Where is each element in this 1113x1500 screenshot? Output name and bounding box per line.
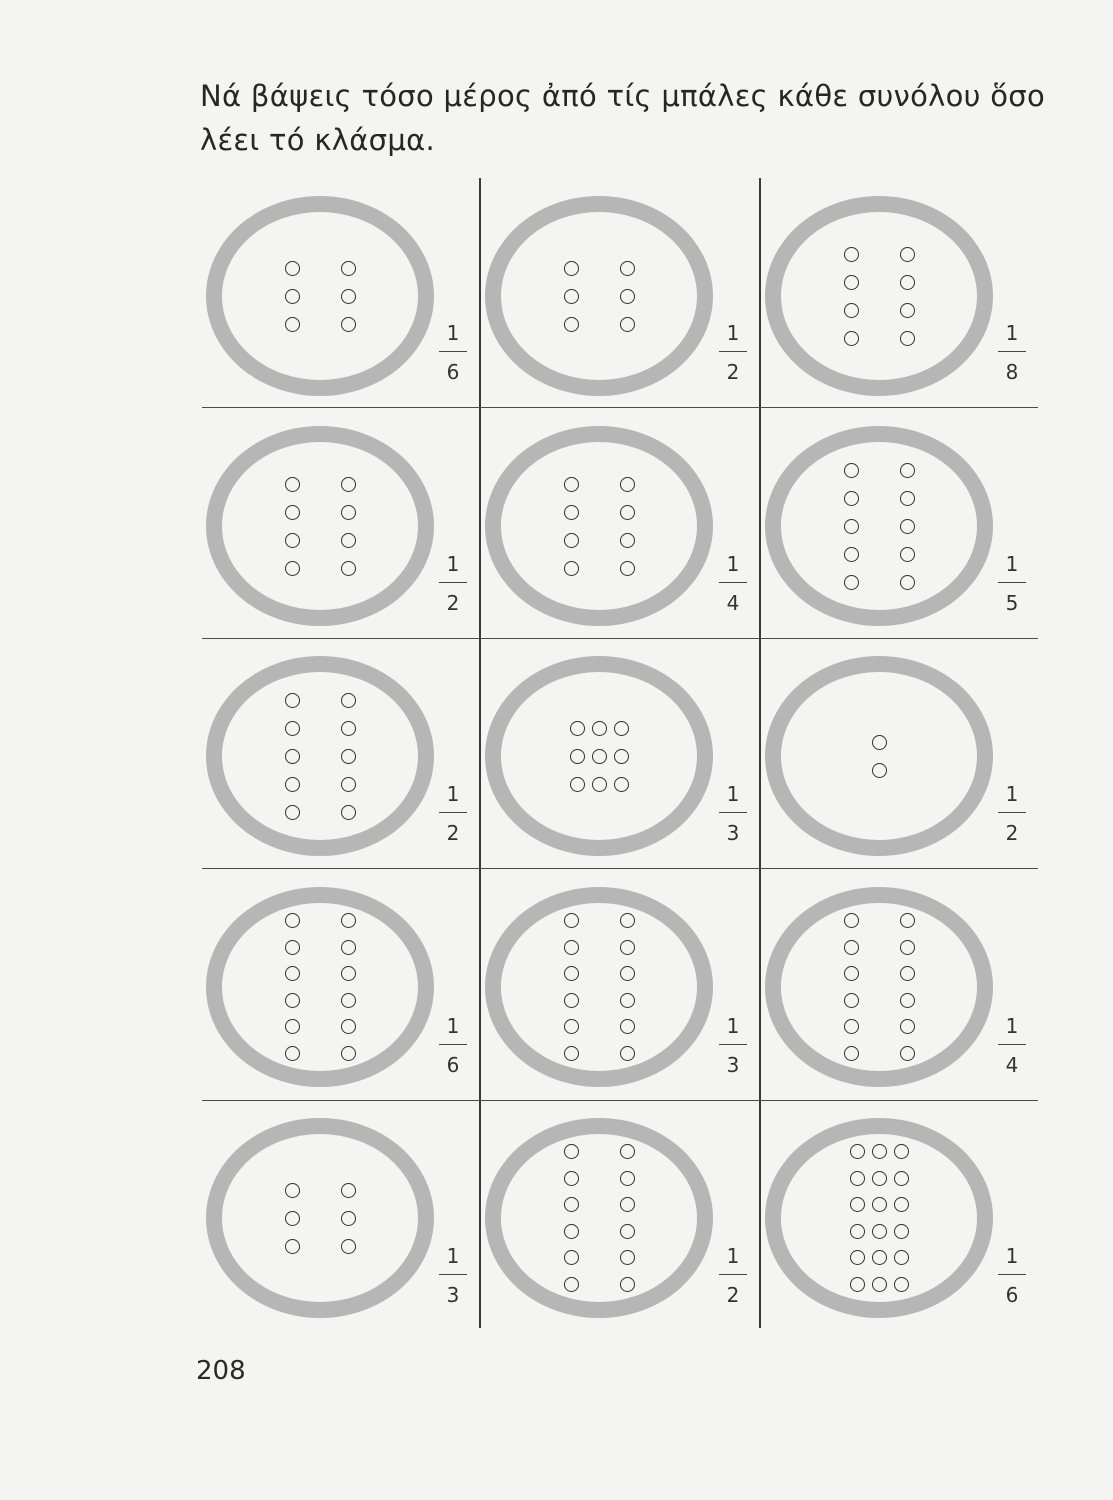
ball[interactable] [620,1277,635,1292]
ball[interactable] [564,913,579,928]
ball[interactable] [564,505,579,520]
fraction-bar [719,812,747,813]
ball[interactable] [900,463,915,478]
set-ring [206,196,434,396]
grid-divider-horizontal [202,1100,1038,1101]
ball[interactable] [285,721,300,736]
ball[interactable] [592,777,607,792]
ball[interactable] [844,275,859,290]
fraction-exercise-cell [481,409,759,638]
set-ring [765,656,993,856]
fraction-label [992,552,1032,615]
ball[interactable] [341,805,356,820]
fraction-denominator: 8 [1005,360,1019,384]
fraction-bar [719,1274,747,1275]
ball[interactable] [564,1019,579,1034]
fraction-numerator: 1 [1005,1014,1019,1038]
fraction-numerator: 1 [1005,782,1019,806]
fraction-exercise-cell [761,1102,1038,1330]
ball[interactable] [564,317,579,332]
ball[interactable] [570,777,585,792]
ball[interactable] [620,1144,635,1159]
ball[interactable] [285,1046,300,1061]
ball[interactable] [872,763,887,778]
ball[interactable] [894,1197,909,1212]
fraction-denominator: 2 [446,591,460,615]
fraction-numerator: 1 [726,782,740,806]
ball[interactable] [850,1250,865,1265]
ball[interactable] [285,777,300,792]
set-ring [485,426,713,626]
fraction-denominator: 2 [446,821,460,845]
ball[interactable] [341,913,356,928]
fraction-exercise-cell [761,409,1038,638]
fraction-bar [439,351,467,352]
ball[interactable] [894,1144,909,1159]
ball[interactable] [620,1019,635,1034]
fraction-bar [439,1044,467,1045]
ball[interactable] [900,491,915,506]
ball[interactable] [850,1224,865,1239]
fraction-bar [998,582,1026,583]
ball[interactable] [285,940,300,955]
fraction-exercise-cell [202,1102,479,1330]
fraction-denominator: 3 [726,821,740,845]
ball[interactable] [620,1171,635,1186]
ball[interactable] [341,993,356,1008]
ball[interactable] [614,749,629,764]
ball[interactable] [844,303,859,318]
ball[interactable] [285,317,300,332]
ball[interactable] [614,777,629,792]
fraction-denominator: 6 [1005,1283,1019,1307]
fraction-numerator: 1 [726,1244,740,1268]
instruction-text: Νά βάψεις τόσο μέρος ἀπό τίς μπάλες κάθε συνόλου ὅσο λέει τό κλάσμα. [200,79,1046,157]
fraction-bar [719,351,747,352]
ball[interactable] [844,940,859,955]
fraction-denominator: 6 [446,360,460,384]
fraction-bar [439,582,467,583]
ball[interactable] [592,749,607,764]
ball[interactable] [844,1019,859,1034]
ball[interactable] [620,913,635,928]
fraction-numerator: 1 [1005,552,1019,576]
fraction-numerator: 1 [726,1014,740,1038]
ball[interactable] [285,261,300,276]
ball[interactable] [872,1171,887,1186]
ball[interactable] [285,913,300,928]
fraction-label [713,1244,753,1307]
fraction-label [992,321,1032,384]
ball[interactable] [341,261,356,276]
ball[interactable] [620,261,635,276]
ball[interactable] [341,777,356,792]
fraction-exercise-cell [481,1102,759,1330]
ball[interactable] [285,805,300,820]
fraction-label [433,1244,473,1307]
fraction-bar [998,812,1026,813]
ball[interactable] [592,721,607,736]
grid-divider-horizontal [202,868,1038,869]
ball[interactable] [844,463,859,478]
ball[interactable] [900,1019,915,1034]
ball[interactable] [620,1197,635,1212]
ball[interactable] [341,1211,356,1226]
ball[interactable] [844,519,859,534]
fraction-numerator: 1 [446,321,460,345]
ball[interactable] [341,721,356,736]
ball[interactable] [564,533,579,548]
fraction-numerator: 1 [726,552,740,576]
fraction-numerator: 1 [726,321,740,345]
fraction-exercise-cell [202,409,479,638]
ball[interactable] [341,317,356,332]
ball[interactable] [564,993,579,1008]
ball[interactable] [570,749,585,764]
ball[interactable] [844,1046,859,1061]
set-ring [485,1118,713,1318]
fraction-exercise-cell [202,640,479,868]
set-ring [206,887,434,1087]
ball[interactable] [844,491,859,506]
ball[interactable] [285,993,300,1008]
fraction-label [713,1014,753,1077]
fraction-numerator: 1 [446,1014,460,1038]
ball[interactable] [900,247,915,262]
ball[interactable] [872,1277,887,1292]
ball[interactable] [844,247,859,262]
ball[interactable] [564,261,579,276]
ball[interactable] [285,533,300,548]
fraction-numerator: 1 [1005,321,1019,345]
ball[interactable] [341,505,356,520]
fraction-exercise-cell [481,180,759,407]
ball[interactable] [872,1197,887,1212]
ball[interactable] [872,1144,887,1159]
ball[interactable] [285,561,300,576]
ball[interactable] [620,317,635,332]
fraction-label [433,321,473,384]
ball[interactable] [564,1250,579,1265]
ball[interactable] [620,993,635,1008]
ball[interactable] [564,1144,579,1159]
fraction-exercise-cell [761,640,1038,868]
ball[interactable] [285,966,300,981]
ball[interactable] [844,331,859,346]
ball[interactable] [900,547,915,562]
ball[interactable] [620,477,635,492]
set-ring [206,1118,434,1318]
fraction-bar [719,1044,747,1045]
ball[interactable] [620,940,635,955]
fraction-numerator: 1 [446,1244,460,1268]
fraction-exercise-cell [761,180,1038,407]
ball[interactable] [341,477,356,492]
fraction-numerator: 1 [446,552,460,576]
fraction-exercise-cell [202,180,479,407]
fraction-denominator: 4 [726,591,740,615]
ball[interactable] [900,966,915,981]
ball[interactable] [620,533,635,548]
ball[interactable] [285,289,300,304]
ball[interactable] [341,533,356,548]
fraction-exercise-cell [481,870,759,1100]
ball[interactable] [570,721,585,736]
ball[interactable] [900,331,915,346]
ball[interactable] [285,1019,300,1034]
fraction-label [713,552,753,615]
ball[interactable] [844,547,859,562]
ball[interactable] [900,275,915,290]
fraction-denominator: 4 [1005,1053,1019,1077]
fraction-label [992,1244,1032,1307]
ball[interactable] [894,1277,909,1292]
ball[interactable] [844,575,859,590]
fraction-label [992,782,1032,845]
fraction-bar [998,1044,1026,1045]
ball[interactable] [285,1239,300,1254]
ball[interactable] [564,966,579,981]
ball[interactable] [341,1183,356,1198]
ball[interactable] [620,1250,635,1265]
ball[interactable] [341,1046,356,1061]
ball[interactable] [850,1197,865,1212]
ball[interactable] [900,940,915,955]
ball[interactable] [844,993,859,1008]
ball[interactable] [341,1019,356,1034]
ball[interactable] [844,966,859,981]
ball[interactable] [564,561,579,576]
ball[interactable] [872,735,887,750]
fraction-bar [439,812,467,813]
fraction-denominator: 2 [726,360,740,384]
ball[interactable] [285,1211,300,1226]
ball[interactable] [285,505,300,520]
ball[interactable] [341,966,356,981]
ball[interactable] [285,477,300,492]
ball[interactable] [341,940,356,955]
ball[interactable] [341,289,356,304]
ball[interactable] [564,477,579,492]
set-ring [765,426,993,626]
ball[interactable] [900,519,915,534]
fraction-bar [998,351,1026,352]
fraction-denominator: 3 [726,1053,740,1077]
ball[interactable] [900,303,915,318]
ball[interactable] [285,693,300,708]
ball[interactable] [341,749,356,764]
set-ring [765,887,993,1087]
ball[interactable] [341,693,356,708]
ball[interactable] [894,1250,909,1265]
page-number: 208 [196,1356,246,1386]
fraction-bar [439,1274,467,1275]
ball[interactable] [620,1046,635,1061]
ball[interactable] [564,1277,579,1292]
ball[interactable] [614,721,629,736]
fraction-exercise-cell [481,640,759,868]
fraction-denominator: 2 [726,1283,740,1307]
fraction-exercise-cell [761,870,1038,1100]
ball[interactable] [872,1224,887,1239]
ball[interactable] [620,1224,635,1239]
ball[interactable] [900,1046,915,1061]
ball[interactable] [564,1224,579,1239]
ball[interactable] [850,1171,865,1186]
ball[interactable] [285,1183,300,1198]
fraction-denominator: 2 [1005,821,1019,845]
fraction-numerator: 1 [1005,1244,1019,1268]
fraction-denominator: 5 [1005,591,1019,615]
fraction-exercise-cell [202,870,479,1100]
fraction-label [713,782,753,845]
set-ring [485,196,713,396]
ball[interactable] [620,966,635,981]
set-ring [206,656,434,856]
ball[interactable] [620,289,635,304]
fraction-label [433,782,473,845]
ball[interactable] [894,1224,909,1239]
set-ring [765,196,993,396]
fraction-label [433,552,473,615]
ball[interactable] [872,1250,887,1265]
grid-divider-horizontal [202,407,1038,408]
ball[interactable] [564,1197,579,1212]
grid-divider-horizontal [202,638,1038,639]
ball[interactable] [850,1277,865,1292]
set-ring [485,887,713,1087]
ball[interactable] [850,1144,865,1159]
ball[interactable] [620,561,635,576]
ball[interactable] [894,1171,909,1186]
fraction-label [713,321,753,384]
ball[interactable] [620,505,635,520]
ball[interactable] [564,1171,579,1186]
fraction-denominator: 6 [446,1053,460,1077]
fraction-bar [719,582,747,583]
fraction-bar [998,1274,1026,1275]
fraction-numerator: 1 [446,782,460,806]
fraction-label [992,1014,1032,1077]
ball[interactable] [341,1239,356,1254]
ball[interactable] [900,993,915,1008]
ball[interactable] [285,749,300,764]
ball[interactable] [900,575,915,590]
fraction-denominator: 3 [446,1283,460,1307]
set-ring [206,426,434,626]
ball[interactable] [564,1046,579,1061]
ball[interactable] [564,940,579,955]
ball[interactable] [844,913,859,928]
ball[interactable] [341,561,356,576]
fraction-label [433,1014,473,1077]
ball[interactable] [564,289,579,304]
ball[interactable] [900,913,915,928]
